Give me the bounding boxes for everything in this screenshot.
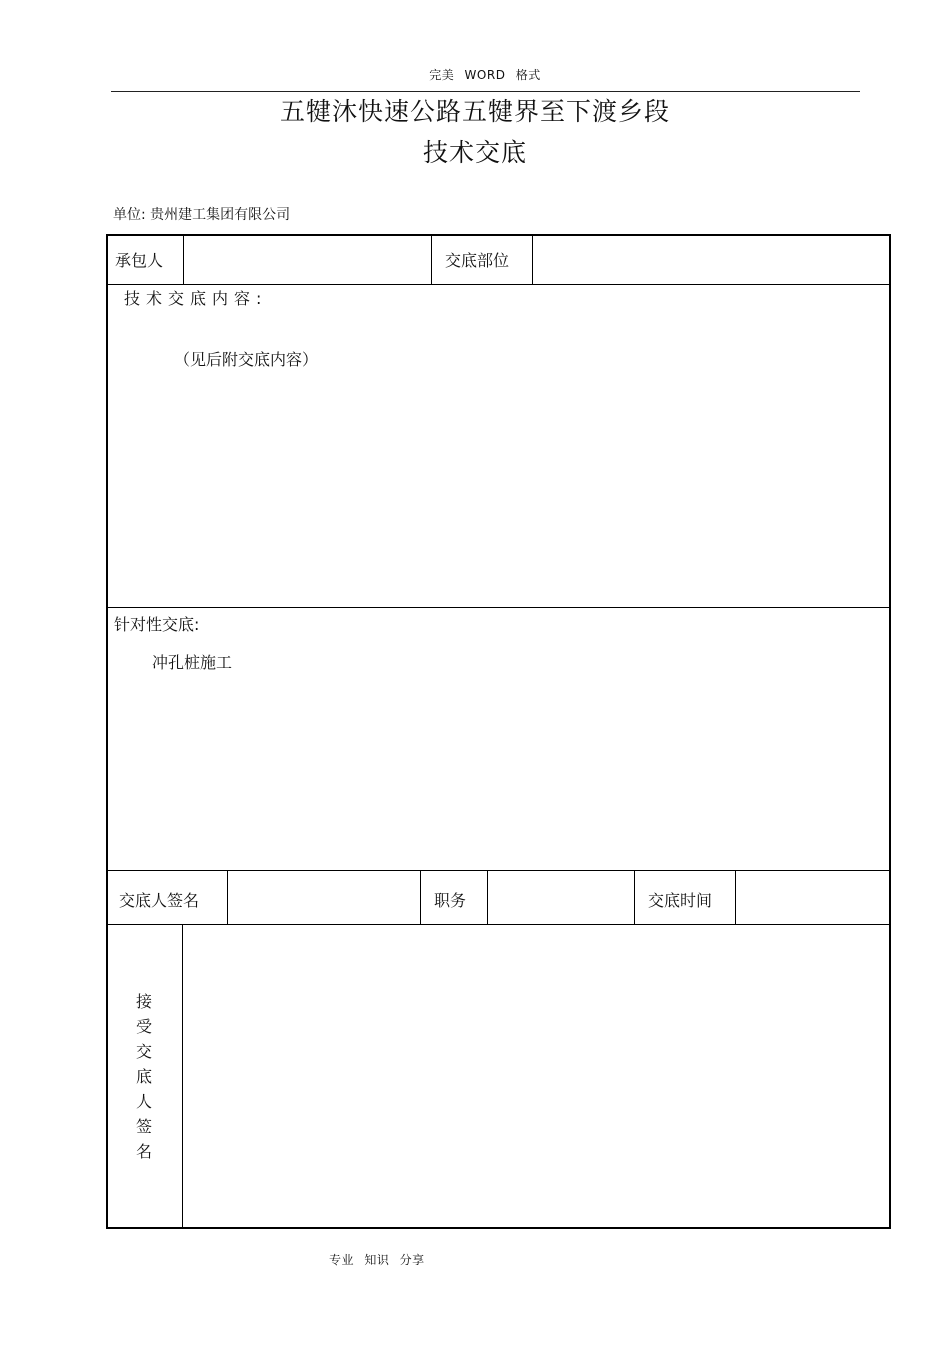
technical-content-note: （见后附交底内容） (174, 350, 319, 369)
page-header: 完美 WORD 格式 (429, 68, 541, 82)
page-footer: 专业 知识 分享 (329, 1253, 425, 1267)
handover-time-label: 交底时间 (648, 891, 713, 910)
column-divider (227, 870, 228, 924)
row-divider (108, 924, 889, 925)
column-divider (735, 870, 736, 924)
document-title-line2: 技术交底 (422, 138, 527, 167)
column-divider (420, 870, 421, 924)
signer-label: 交底人签名 (119, 891, 200, 910)
column-divider (183, 236, 184, 284)
row-divider (108, 607, 889, 608)
targeted-handover-content: 冲孔桩施工 (152, 653, 233, 672)
unit-label: 单位: 贵州建工集团有限公司 (113, 207, 291, 223)
row-divider (108, 284, 889, 285)
handover-form (106, 234, 891, 1229)
column-divider (634, 870, 635, 924)
column-divider (532, 236, 533, 284)
document-title-line1: 五犍沐快速公路五犍界至下渡乡段 (279, 97, 670, 126)
position-label: 职务 (434, 891, 467, 910)
column-divider (431, 236, 432, 284)
targeted-handover-label: 针对性交底: (114, 615, 200, 634)
row-divider (108, 870, 889, 871)
receiver-signature-label: 接受交底人签名 (135, 992, 152, 1161)
contractor-label: 承包人 (115, 251, 164, 270)
column-divider (182, 924, 183, 1227)
column-divider (487, 870, 488, 924)
handover-location-label: 交底部位 (445, 251, 510, 270)
technical-content-label: 技术交底内容: (124, 289, 268, 308)
